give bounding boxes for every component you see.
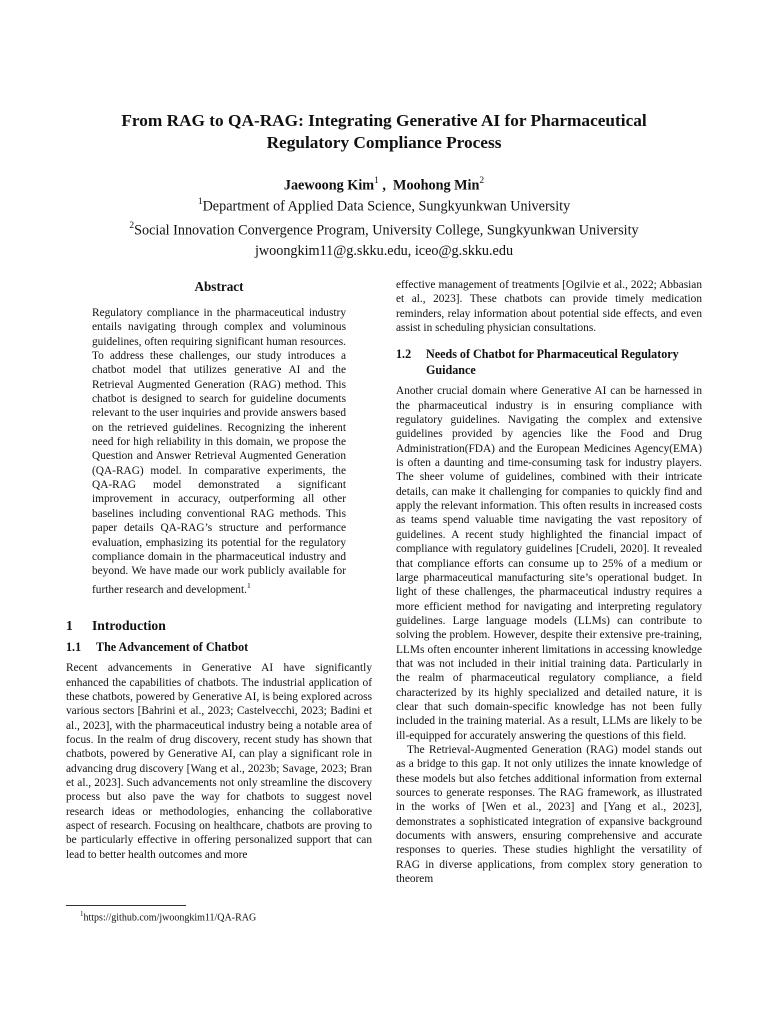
subsection-1-1-body: Recent advancements in Generative AI have significantly enhanced the capabilities of chatbots. The industrial application of these chatbots, powered by Generative AI, is being explored across various sectors [Bahrini et al., 2023; Castelvecchi, 2023; Badini et al., 2023], with the pharmaceutical industry being a notable area of focus. In the realm of drug discovery, recent study has shown that chatbots, powered by Generative AI, can play a significant role in advancing drug discovery [Wang et al., 2023b; Savage, 2023; Bran et al., 2023]. Such advancements not only streamline the discovery process but also pave the way for chatbots to suggest novel research ideas or methodologies, enhancing the collaborative aspect of research. Focusing on healthcare, chatbots are proving to be particularly effective in offering personalized support that can lead to better health outcomes and more <box>66 662 372 861</box>
affiliation-1: $^1$Department of Applied Data Science, Sungkyunkwan University <box>197 197 571 215</box>
author-name: Jaewoong Kim <box>283 177 375 194</box>
footnote-ref: 1 <box>246 580 251 590</box>
footnote-link[interactable]: https://github.com/jwoongkim11/QA-RAG <box>83 912 257 924</box>
author-emails: jwoongkim11@g.skku.edu, iceo@g.skku.edu <box>254 242 514 259</box>
abstract-body: Regulatory compliance in the pharmaceutical industry entails navigating through complex and voluminous guidelines, often requiring significant human resources. To address these challenges, our study introduces a chatbot model that utilizes generative AI and the Retrieval Augmented Generation (RAG) method. This chatbot is designed to search for guideline documents relevant to the user inquiries and provide answers based on the retrieved guidelines. Recognizing the inherent need for high reliability in this domain, we propose the Question and Answer Retrieval Augmented Generation (QA-RAG) model. In comparative experiments, the QA-RAG model demonstrated a significant improvement in accuracy, outperforming all other baselines including conventional RAG methods. This paper details QA-RAG’s structure and performance evaluation, emphasizing its potential for the regulatory compliance domain in the pharmaceutical industry and beyond. We have made our work publicly available for further research and development.$^1$ <box>92 307 346 596</box>
subsection-1-1-continued: effective management of treatments [Ogilvie et al., 2022; Abbasian et al., 2023]. These chatbots can provide timely medication reminders, relay information about potential side effects, and even assist in scheduling physician consultations. <box>396 279 702 335</box>
footnote-rule <box>66 905 186 906</box>
title-line-2: Regulatory Compliance Process <box>266 133 502 152</box>
subsection-heading-1-2: 1.2 Needs of Chatbot for Pharmaceutical Regulatory Guidance <box>396 347 679 377</box>
right-column <box>396 278 702 886</box>
author-mark: 2 <box>479 176 485 186</box>
subsection-1-2-para-1: Another crucial domain where Generative AI can be harnessed in the pharmaceutical industry is in ensuring compliance with regulatory guidelines. Navigating the complex and extensive guidelines provided by agencies like the Food and Drug Administration(FDA) and the European Medicines Agency(EMA) is often a daunting and time-consuming task for industry players. The sheer volume of guidelines, combined with their intricate details, can make it challenging for companies to quickly find and apply the relevant information. This often results in increased costs as teams spend valuable time navigating the vast repository of guidelines. A recent study highlighted the financial impact of compliance with regulatory guidelines [Crudeli, 2020]. It revealed that compliance efforts can consume up to 25% of a medium or large pharmaceutical manufacturing site’s operational budget. In light of these challenges, the pharmaceutical industry requires a more efficient method for navigating and interpreting regulatory guidelines. Large language models (LLMs) can contribute to solving the problem. However, despite their extensive pre-training, LLMs often encounter inherent limitations in accessing knowledge that was not included in their initial training data. Particularly in the realm of pharmaceutical regulatory compliance, a field characterized by its highly specialized and detailed nature, it is clear that such domain-specific knowledge has not been fully included in the training material. As a result, LLMs are likely to be ill-equipped for accurately answering the questions of this field. <box>396 385 702 742</box>
subsection-1-2-para-2: The Retrieval-Augmented Generation (RAG) model stands out as a bridge to this gap. It not only utilizes the innate knowledge of these models but also fetches additional information from external sources to generate responses. The RAG framework, as illustrated in the works of [Wen et al., 2023] and [Yang et al., 2023], demonstrates a sophisticated integration of expansive background documents with answers, ensuring comprehensive and accurate responses to queries. These studies highlight the versatility of RAG in diverse applications, from complex story generation to theorem <box>396 743 702 886</box>
abstract-heading: Abstract <box>194 279 244 294</box>
author-list: Jaewoong Kim$^1$ , Moohong Min$^2$ <box>283 176 485 194</box>
affiliations <box>60 193 708 261</box>
footnote <box>80 908 256 924</box>
left-column <box>66 278 372 862</box>
affiliation-2: $^2$Social Innovation Convergence Program, University College, Sungkyunkwan University <box>129 220 639 239</box>
author-mark: 1 <box>374 176 379 186</box>
paper-title <box>60 110 708 154</box>
title-line-1: From RAG to QA-RAG: Integrating Generative AI for Pharmaceutical <box>121 111 647 130</box>
footnote-mark: 1 <box>80 910 84 918</box>
author-name: Moohong Min <box>393 177 480 194</box>
section-heading-introduction: 1 Introduction <box>66 617 166 633</box>
subsection-heading-1-1: 1.1 The Advancement of Chatbot <box>66 639 249 654</box>
